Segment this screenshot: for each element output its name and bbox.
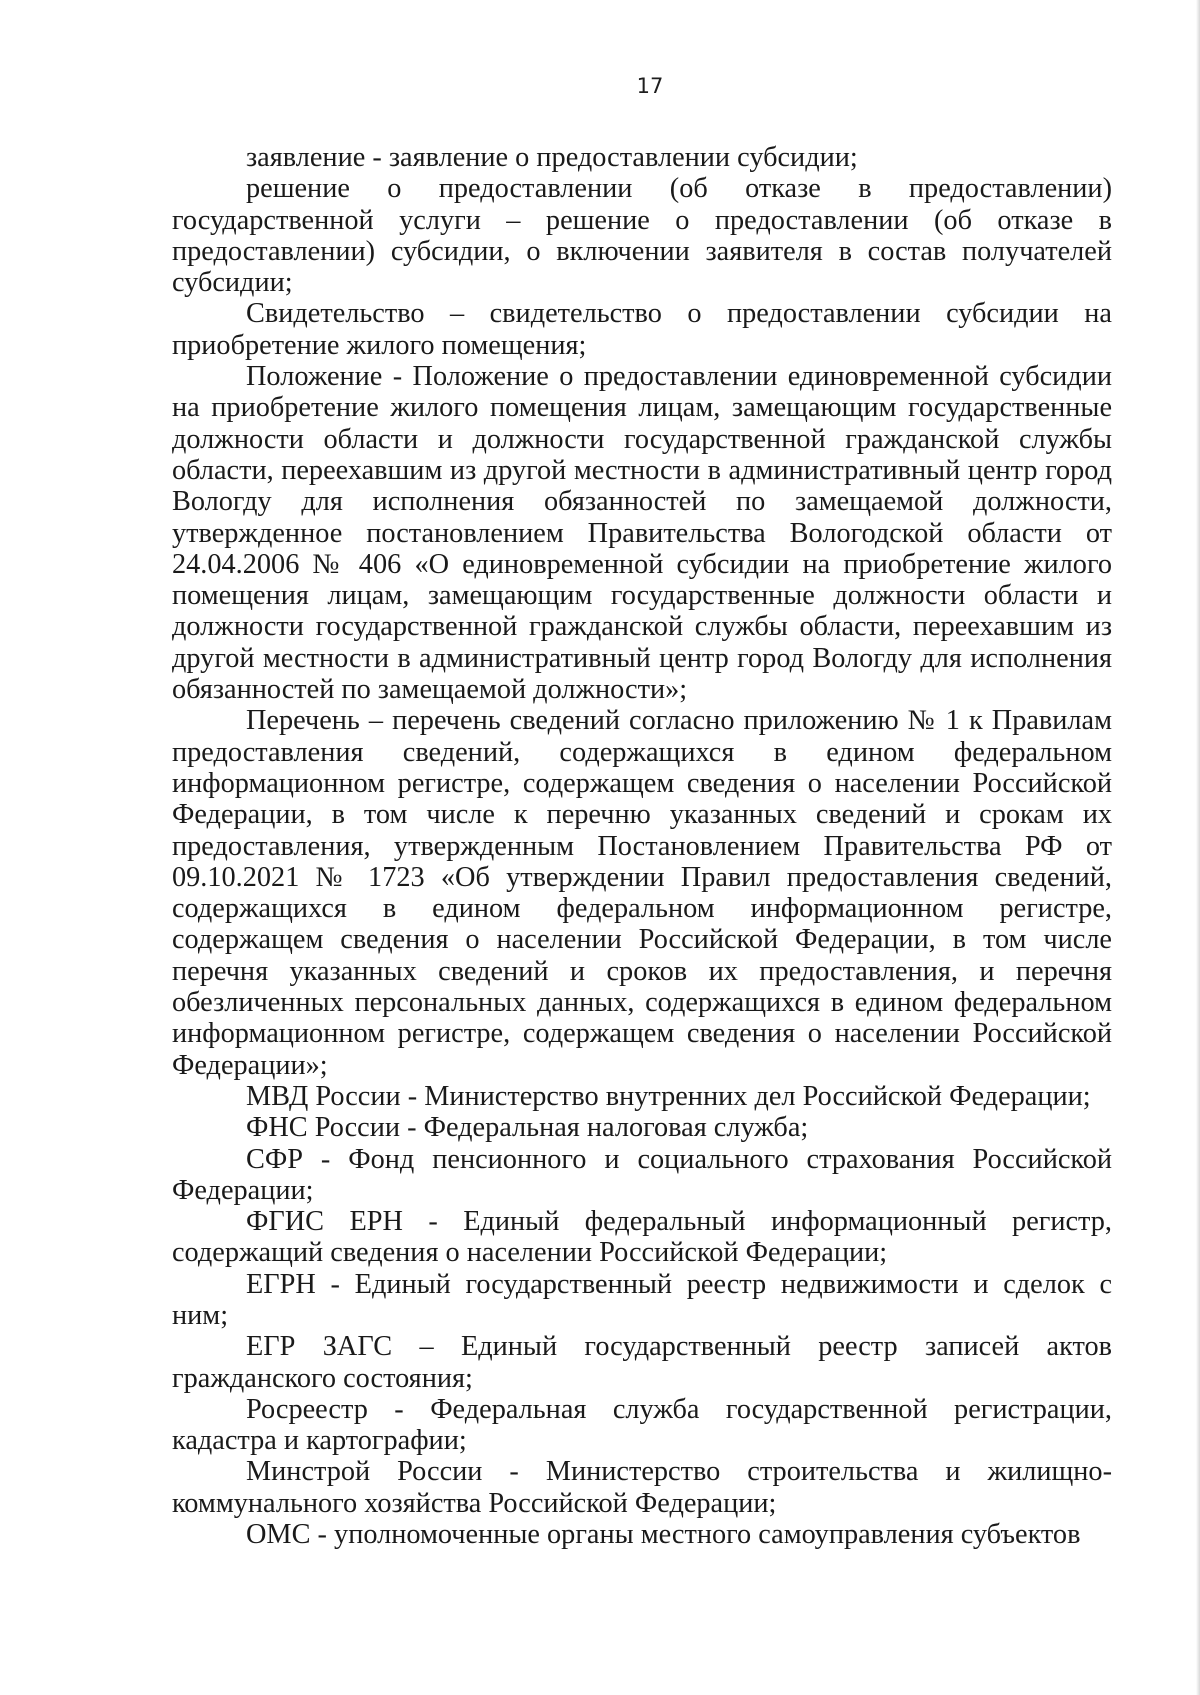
paragraph-egrn: ЕГРН - Единый государственный реестр недвижимости и сделок с ним; (172, 1268, 1112, 1331)
paragraph-oms: ОМС - уполномоченные органы местного самоуправления субъектов (246, 1519, 1081, 1551)
paragraph-zayavlenie: заявление - заявление о предоставлении субсидии; (246, 142, 858, 173)
paragraph-polozhenie: Положение - Положение о предоставлении единовременной субсидии на приобретение жилого помещения лицам, замещающим государственные должности области и должности государственной гражданской службы области, переехавшим из другой местности в административный центр город Вологду для исполнения обязанностей по замещаемой должности, утвержденное постановлением Правительства Вологодской области от 24.04.2006 № 406 «О единовременной субсидии на приобретение жилого помещения лицам, замещающим государственные должности области и должности государственной гражданской службы области, переехавшим из другой местности в административный центр город Вологду для исполнения обязанностей по замещаемой должности»; (172, 361, 1112, 706)
paragraph-fgis-ern: ФГИС ЕРН - Единый федеральный информационный регистр, содержащий сведения о населении Российской Федерации; (172, 1206, 1112, 1269)
paragraph-minstroy: Минстрой России - Министерство строительства и жилищно-коммунального хозяйства Российской Федерации; (172, 1456, 1112, 1519)
paragraph-perechen: Перечень – перечень сведений согласно приложению № 1 к Правилам предоставления сведений, содержащихся в едином федеральном информационном регистре, содержащем сведения о населении Российской Федерации, в том числе к перечню указанных сведений и срокам их предоставления, утвержденным Постановлением Правительства РФ от 09.10.2021 № 1723 «Об утверждении Правил предоставления сведений, содержащихся в едином федеральном информационном регистре, содержащем сведения о населении Российской Федерации, в том числе перечня указанных сведений и сроков их предоставления, и перечня обезличенных персональных данных, содержащихся в едином федеральном информационном регистре, содержащем сведения о населении Российской Федерации»; (172, 705, 1112, 1081)
paragraph-sfr: СФР - Фонд пенсионного и социального страхования Российской Федерации; (172, 1143, 1112, 1206)
page-number: 17 (636, 74, 664, 98)
paragraph-egr-zags: ЕГР ЗАГС – Единый государственный реестр записей актов гражданского состояния; (172, 1331, 1112, 1394)
paragraph-fns: ФНС России - Федеральная налоговая служба; (246, 1112, 809, 1144)
paragraph-reshenie: решение о предоставлении (об отказе в предоставлении) государственной услуги – решение о предоставлении (об отказе в предоставлении) субсидии, о включении заявителя в состав получателей субсидии; (172, 173, 1112, 299)
paragraph-mvd: МВД России - Министерство внутренних дел Российской Федерации; (246, 1080, 1091, 1112)
paragraph-rosreestr: Росреестр - Федеральная служба государственной регистрации, кадастра и картографии; (172, 1393, 1112, 1457)
page-edge-shadow (1196, 0, 1200, 1695)
paragraph-svidetelstvo: Свидетельство – свидетельство о предоставлении субсидии на приобретение жилого помещения; (172, 298, 1112, 361)
document-body (172, 142, 1112, 1550)
